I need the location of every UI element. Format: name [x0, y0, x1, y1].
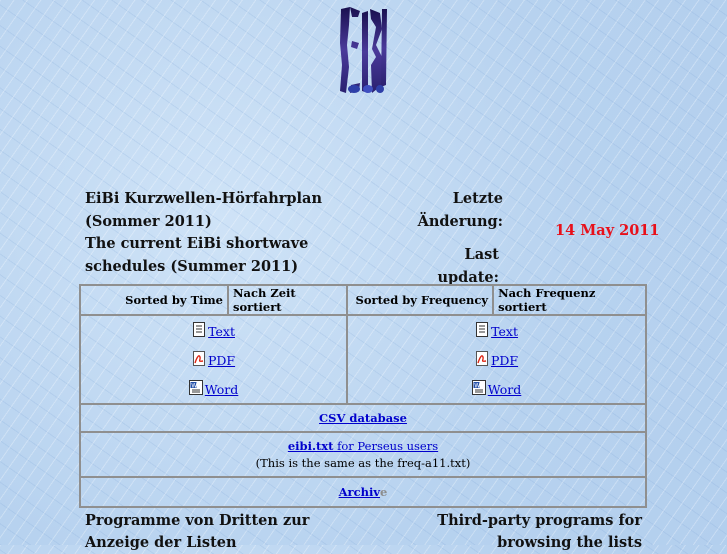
perseus-note: (This is the same as the freq-a11.txt)	[255, 455, 471, 470]
table-header-row	[80, 285, 646, 315]
freq-word-item	[348, 374, 645, 403]
freq-text-item	[348, 316, 645, 345]
last-update-date: 14 May 2011	[555, 222, 660, 239]
third-party-heading-english: Third-party programs for browsing the lists	[437, 512, 642, 551]
third-party-heading-german: Programme von Dritten zur Anzeige der Listen	[85, 512, 310, 551]
time-text-link[interactable]: Text	[208, 324, 235, 339]
header-sorted-by-time: Sorted by Time	[80, 285, 228, 315]
svg-text:W: W	[473, 382, 480, 390]
time-pdf-link[interactable]: PDF	[207, 353, 236, 368]
word-file-icon[interactable]	[472, 380, 486, 395]
word-file-icon[interactable]	[189, 380, 203, 395]
csv-database-link[interactable]: CSV database	[319, 411, 407, 425]
freq-text-link[interactable]: Text	[491, 324, 518, 339]
time-pdf-item	[81, 345, 346, 374]
schedule-files-table	[79, 284, 647, 508]
header-nach-zeit: Nach Zeit sortiert	[228, 285, 347, 315]
frequency-sorted-files	[347, 315, 646, 404]
time-word-item	[81, 374, 346, 403]
pdf-file-icon[interactable]	[192, 351, 206, 366]
perseus-link[interactable]	[288, 439, 438, 453]
archive-link[interactable]: Archiv	[338, 485, 381, 499]
csv-row	[80, 404, 646, 432]
archive-row	[80, 477, 646, 507]
freq-word-link[interactable]: Word	[487, 382, 522, 397]
header-nach-frequenz: Nach Frequenz sortiert	[493, 285, 646, 315]
freq-pdf-item	[348, 345, 645, 374]
freq-pdf-link[interactable]: PDF	[490, 353, 519, 368]
eibi-logo	[338, 5, 388, 97]
perseus-row	[80, 432, 646, 477]
last-change-label-german: Letzte Änderung:	[417, 190, 503, 230]
perseus-link-filename: eibi.txt	[287, 438, 334, 453]
time-word-link[interactable]: Word	[204, 382, 239, 397]
perseus-link-text: for Perseus users	[333, 438, 439, 453]
archive-suffix: e	[380, 485, 388, 499]
svg-text:W: W	[190, 382, 197, 390]
time-sorted-files	[80, 315, 347, 404]
pdf-file-icon[interactable]	[475, 351, 489, 366]
time-text-item	[81, 316, 346, 345]
title-english: The current EiBi shortwave schedules (Summer 2011)	[85, 235, 309, 275]
text-file-icon[interactable]	[192, 322, 206, 337]
header-sorted-by-frequency: Sorted by Frequency	[347, 285, 493, 315]
csv-cell	[80, 404, 646, 432]
perseus-cell	[80, 432, 646, 477]
title-german: EiBi Kurzwellen-Hörfahrplan (Sommer 2011)	[85, 190, 322, 230]
last-update-label-english: Last update:	[437, 246, 499, 286]
archive-cell	[80, 477, 646, 507]
text-file-icon[interactable]	[475, 322, 489, 337]
files-row	[80, 315, 646, 404]
